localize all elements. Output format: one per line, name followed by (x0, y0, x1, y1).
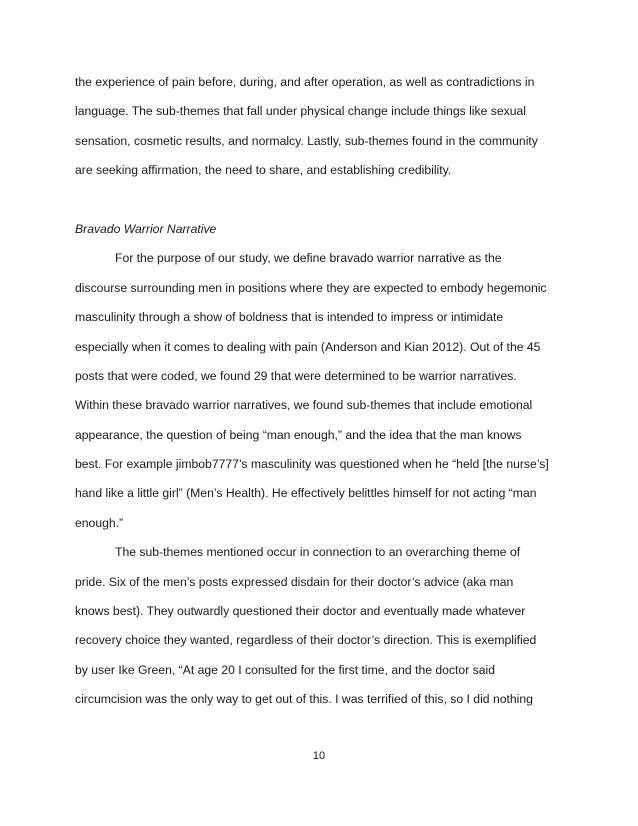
text-line: appearance, the question of being “man enough,” and the idea that the man knows (75, 427, 522, 442)
text-line: posts that were coded, we found 29 that were determined to be warrior narratives. (75, 368, 517, 383)
text-line: by user Ike Green, “At age 20 I consulted for the first time, and the doctor said (75, 662, 496, 677)
text-line: hand like a little girl” (Men’s Health). He effectively belittles himself for not acting “man (75, 486, 537, 501)
text-line: masculinity through a show of boldness that is intended to impress or intimidate (75, 310, 504, 325)
text-line: For the purpose of our study, we define bravado warrior narrative as the (115, 251, 502, 266)
text-line: especially when it comes to dealing with pain (Anderson and Kian 2012). Out of the 45 (75, 339, 541, 354)
text-line: are seeking affirmation, the need to share, and establishing credibility. (75, 163, 452, 178)
text-line: Within these bravado warrior narratives, we found sub-themes that include emotional (75, 398, 533, 413)
paragraph-3 (75, 538, 571, 714)
page-number: 10 (312, 750, 326, 762)
text-line: discourse surrounding men in positions where they are expected to embody hegemonic (75, 280, 547, 295)
text-line: circumcision was the only way to get out of this. I was terrified of this, so I did nothing (75, 692, 533, 707)
text-line: The sub-themes mentioned occur in connection to an overarching theme of (115, 545, 521, 560)
text-line: language. The sub-themes that fall under physical change include things like sexual (75, 104, 526, 119)
text-line: enough.” (75, 515, 124, 530)
text-line: the experience of pain before, during, and after operation, as well as contradictions in (75, 75, 535, 89)
paragraph-2 (75, 244, 571, 538)
text-line: sensation, cosmetic results, and normalcy. Lastly, sub-themes found in the community (75, 133, 538, 148)
text-line: pride. Six of the men’s posts expressed disdain for their doctor’s advice (aka man (75, 574, 514, 589)
body-text (75, 68, 571, 715)
text-line: best. For example jimbob7777’s masculinity was questioned when he “held [the nurse’s] (75, 457, 549, 472)
section-heading: Bravado Warrior Narrative (75, 221, 217, 236)
paragraph-1 (75, 68, 571, 186)
text-line: knows best). They outwardly questioned their doctor and eventually made whatever (75, 604, 526, 619)
paragraph-gap (75, 186, 571, 215)
text-line: recovery choice they wanted, regardless of their doctor’s direction. This is exemplified (75, 633, 537, 648)
